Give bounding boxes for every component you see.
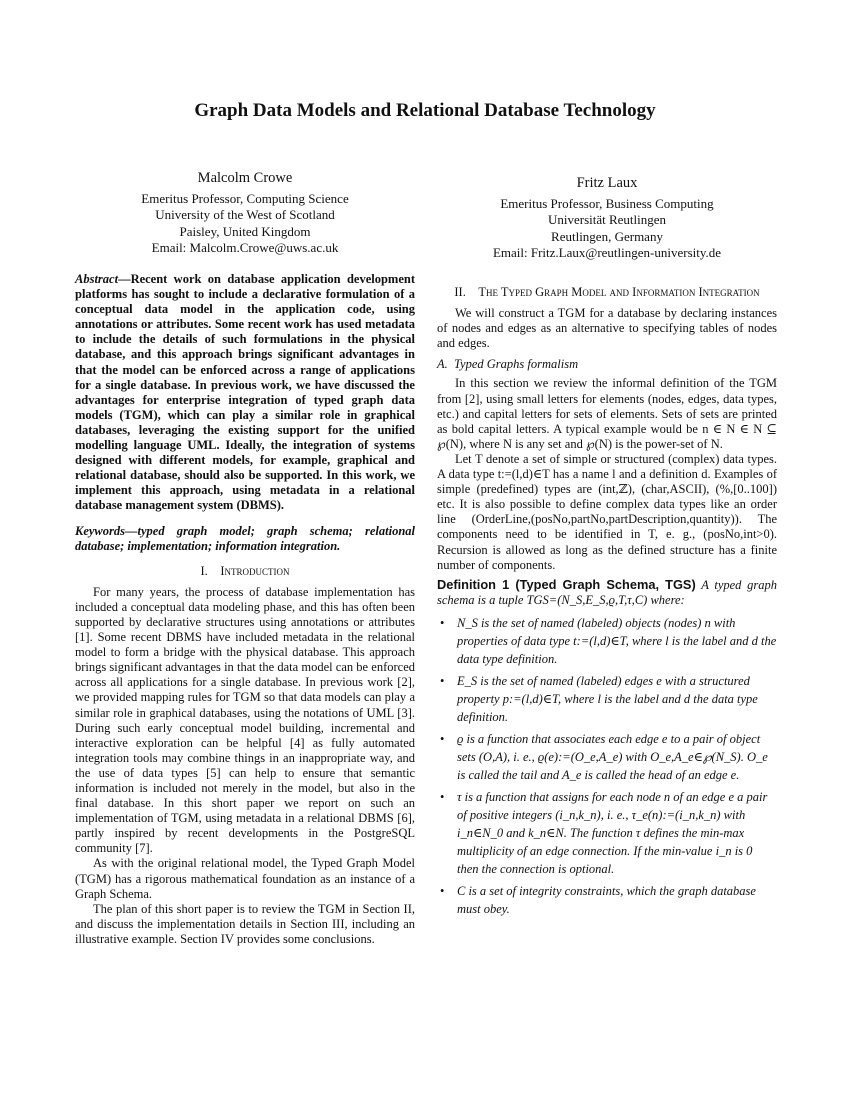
abstract-text: —Recent work on database application development platforms has sought to include a declarative formulation of a conceptual data model in the application code, using annotations or attributes. Some recent work has used metadata to include the details of such formulations in the physical database, and this approach brings significant advantages in that the model can be enforced across a range of applications for a single database. In previous work, we have discussed the advantages for enterprise integration of typed graph data models (TGM), which can play a similar role in graphical databases, leveraging the existing support for the unified modelling language UML. Ideally, the integration of systems designed with different models, for example, graphical and relational database, should also be supported. In this work, we implement this approach, using metadata in a relational database management system (DBMS).: [75, 272, 415, 513]
formalism-paragraph-2: Let T denote a set of simple or structured (complex) data types. A data type t:=(l,d)∈T has a name l and a definition d. Examples of simple (predefined) types are (int,ℤ), (char,ASCII), (%,[0..100]) etc. It is also possible to define complex data types like an order line (OrderLine,(posNo,partNo,partDescription,quantity)). The components need to be identified in T, e. g., (posNo,int>0). Recursion is allowed as long as the defined structure has a finite number of components.: [437, 451, 777, 572]
section-number: I.: [200, 563, 208, 578]
author-location: Reutlingen, Germany: [551, 228, 663, 244]
left-column: [75, 272, 415, 947]
subsection-title: Typed Graphs formalism: [454, 357, 579, 372]
author-email: Email: Fritz.Laux@reutlingen-university.de: [492, 245, 722, 260]
author-email: Email: Malcolm.Crowe@uws.ac.uk: [151, 240, 339, 255]
list-item: • E_S is the set of named (labeled) edges e with a structured property p:=(l,d)∈T, where l is the label and d the data type definition.: [437, 672, 777, 726]
right-column: [437, 285, 777, 922]
intro-paragraph-2: As with the original relational model, the Typed Graph Model (TGM) has a rigorous mathematical foundation as an instance of a Graph Schema.: [75, 856, 415, 901]
section-title: Introduction: [220, 563, 290, 578]
abstract: [75, 272, 415, 514]
abstract-label: Abstract: [75, 272, 119, 286]
list-item: • C is a set of integrity constraints, which the graph database must obey.: [437, 882, 777, 918]
author-institution: University of the West of Scotland: [155, 207, 335, 222]
intro-paragraph-1: For many years, the process of database implementation has included a conceptual data modeling phase, and this has often been supported by declarative structures using annotations or attributes [1]. Some recent DBMS have included metadata in the relational model to form a bridge with the physical database. This approach brings significant advantages in that the data model can be enforced across all applications for a single database. In previous work [2], we provided mapping rules for TGM so that data models can play a similar role in graphical databases, using the notations of UML [3]. During such early conceptual model building, incremental and interactive exploration can be helpful [4] as fully automated integration tools may combine things in an inappropriate way, and the use of data types [5] can help to ensure that semantic information is included not merely in the model, but also in the final database. In this short paper we report on such an implementation of TGM, using metadata in a relational DBMS [6], partly inspired by recent developments in the PostgreSQL community [7].: [75, 584, 415, 856]
section-heading-tgm: [437, 285, 777, 300]
section-title: The Typed Graph Model and Information Integration: [478, 285, 760, 299]
list-item: • τ is a function that assigns for each node n of an edge e a pair of positive integers (i_n,k_n), i. e., τ_e(n):=(i_n,k_n) with i_n∈N_0 and k_n∈N. The function τ defines the min-max multiplicity of an edge connection. If the min-value i_n is 0 then the connection is optional.: [437, 788, 777, 878]
definition-1: [437, 577, 777, 608]
definition-text: A typed graph schema is a tuple TGS=(N_S,E_S,ϱ,T,τ,C) where:: [437, 577, 777, 607]
formalism-paragraph-1: In this section we review the informal definition of the TGM from [2], using small letters for elements (nodes, edges, data types, etc.) and capital letters for sets of elements. Sets of sets are printed as bold capital letters. A typical example would be n ∈ N ∈ N ⊆ ℘(N), where N is any set and ℘(N) is the power-set of N.: [437, 376, 777, 451]
author-block-2: [437, 175, 777, 262]
author-name: Malcolm Crowe: [197, 170, 293, 186]
author-role: Emeritus Professor, Business Computing: [500, 195, 714, 211]
definition-label: Definition 1 (Typed Graph Schema, TGS): [437, 576, 696, 592]
list-item: • N_S is the set of named (labeled) objects (nodes) n with properties of data type t:=(l,d)∈T, where l is the label and d the data type definition.: [437, 614, 777, 668]
keywords: Keywords—typed graph model; graph schema; relational database; implementation; information integration.: [75, 523, 415, 553]
author-institution: Universität Reutlingen: [547, 212, 667, 227]
author-role: Emeritus Professor, Computing Science: [141, 190, 349, 206]
subsection-heading: [437, 357, 777, 372]
author-name: Fritz Laux: [576, 175, 638, 191]
intro-paragraph-3: The plan of this short paper is to review the TGM in Section II, and discuss the implementation details in Section III, including an illustrative example. Section IV provides some conclusions.: [75, 901, 415, 946]
paper-title: Graph Data Models and Relational Database Technology: [194, 100, 656, 121]
section-heading-introduction: [75, 564, 415, 579]
definition-list: [437, 614, 777, 918]
section2-intro: We will construct a TGM for a database by declaring instances of nodes and edges as an alternative to specifying tables of nodes and edges.: [437, 306, 777, 351]
list-item: • ϱ is a function that associates each edge e to a pair of object sets (O,A), i. e., ϱ(e):=(O_e,A_e) with O_e,A_e∈℘(N_S). O_e is called the tail and A_e is called the head of an edge e.: [437, 730, 777, 784]
author-location: Paisley, United Kingdom: [179, 223, 311, 239]
author-block-1: [75, 170, 415, 257]
section-number: II.: [454, 285, 466, 299]
subsection-label: A.: [437, 357, 448, 372]
